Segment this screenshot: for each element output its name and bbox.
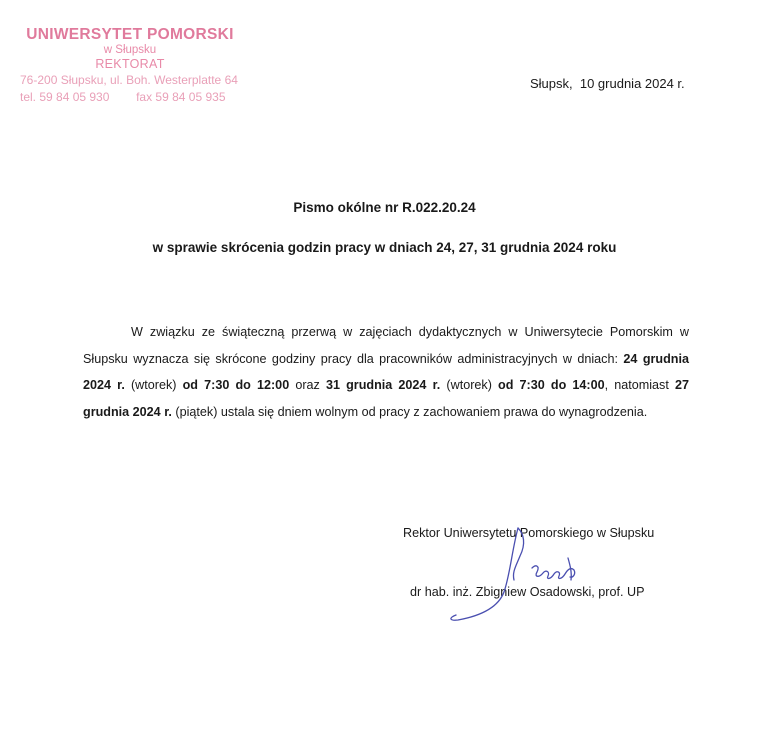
document-subject: w sprawie skrócenia godzin pracy w dniach 24, 27, 31 grudnia 2024 roku [152,240,617,255]
stamp-fax: fax 59 84 05 935 [136,90,226,104]
body-rest: (piątek) ustala się dniem wolnym od pracy z zachowaniem prawa do wynagrodzenia. [171,404,648,419]
document-title: Pismo okólne nr R.022.20.24 [293,200,476,215]
signatory-role: Rektor Uniwersytetu Pomorskiego w Słupsku [403,526,655,540]
hours-24: od 7:30 do 12:00 [182,378,290,392]
date-27: 27 grudnia 2024 r. [83,378,690,419]
hours-31: od 7:30 do 14:00 [498,378,605,392]
date-24: 24 grudnia 2024 r. [83,351,689,392]
conj-natomiast: , natomiast [604,378,675,392]
stamp-contacts [20,89,240,106]
document-body [83,319,689,425]
stamp-office: REKTORAT [95,57,165,71]
letterhead-stamp [20,26,240,106]
day-31: (wtorek) [440,378,499,392]
stamp-address: 76-200 Słupsku, ul. Boh. Westerplatte 64 [20,73,238,87]
university-name: UNIWERSYTET POMORSKI [26,26,234,43]
conj-oraz: oraz [289,378,326,392]
signatory-name: dr hab. inż. Zbigniew Osadowski, prof. UP [410,585,645,599]
handwritten-signature [440,520,590,630]
place-date: Słupsk, 10 grudnia 2024 r. [530,76,685,91]
stamp-phone: tel. 59 84 05 930 [20,90,110,104]
body-intro: W związku ze świąteczną przerwą w zajęciach dydaktycznych w Uniwersytecie Pomorskim w Słupsku wyznacza się skrócone godziny pracy dla pracowników administracyjnych w dniach: [83,325,689,366]
day-24: (wtorek) [124,378,183,392]
date-31: 31 grudnia 2024 r. [325,378,441,392]
stamp-city: w Słupsku [103,44,157,56]
